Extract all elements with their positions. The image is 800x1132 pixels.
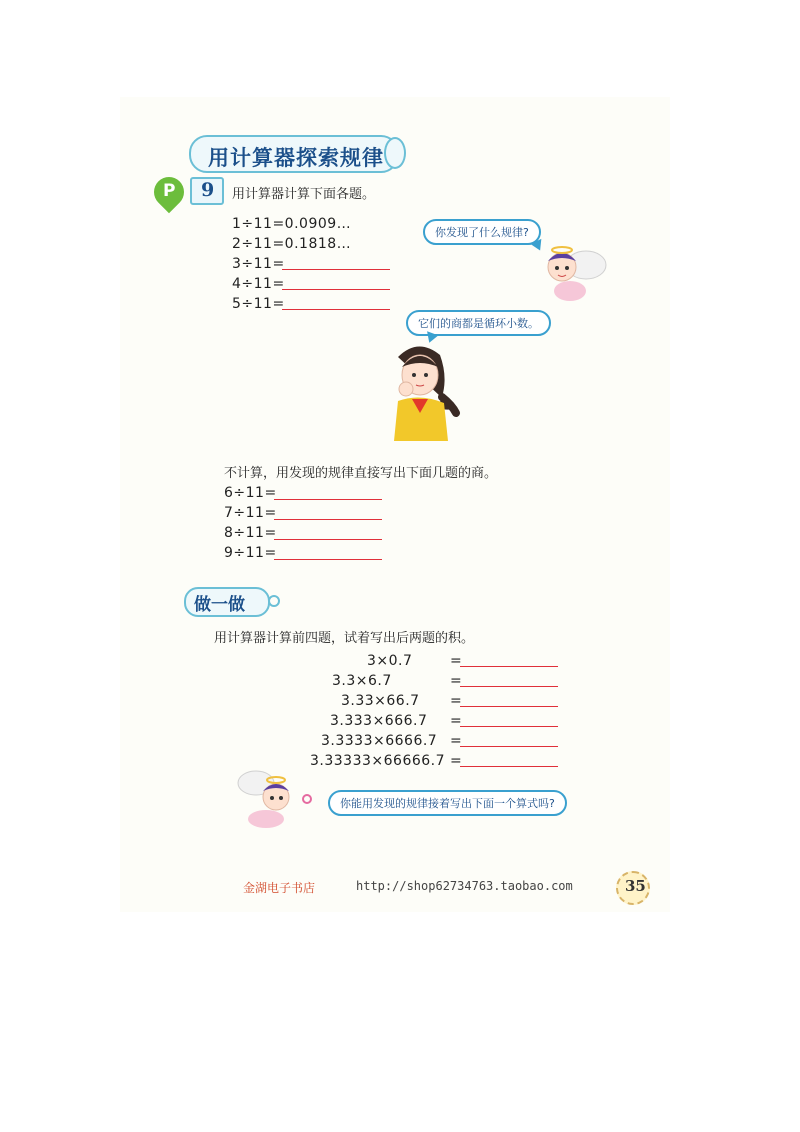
answer-line[interactable] (460, 706, 558, 707)
multiplication-expr: 3×0.7 (367, 653, 413, 669)
girl-thinking-illustration (378, 337, 468, 442)
answer-line[interactable] (282, 309, 390, 310)
girl-speech-bubble: 它们的商都是循环小数。 (406, 310, 551, 336)
banner-curl-icon (268, 595, 280, 607)
division-row: 4÷11= (232, 276, 285, 292)
answer-line[interactable] (460, 686, 558, 687)
textbook-page (120, 97, 670, 912)
practice-instruction: 用计算器计算前四题，试着写出后两题的积。 (214, 631, 475, 646)
equals-sign: = (450, 673, 463, 689)
page-number: 35 (625, 877, 646, 895)
division-row: 6÷11= (224, 485, 277, 501)
footer-store-name: 金湖电子书店 (243, 881, 316, 895)
pink-circle-icon (302, 794, 312, 804)
answer-line[interactable] (460, 666, 558, 667)
footer-url[interactable]: http://shop62734763.taobao.com (356, 879, 573, 893)
answer-line[interactable] (274, 499, 382, 500)
answer-line[interactable] (282, 269, 390, 270)
answer-line[interactable] (460, 766, 558, 767)
equals-sign: = (450, 753, 463, 769)
answer-line[interactable] (274, 559, 382, 560)
multiplication-expr: 3.3333×6666.7 (321, 733, 438, 749)
p-pin-letter: P (163, 181, 176, 201)
division-row: 5÷11= (232, 296, 285, 312)
multiplication-expr: 3.33×66.7 (341, 693, 420, 709)
answer-line[interactable] (274, 539, 382, 540)
division-row: 7÷11= (224, 505, 277, 521)
flying-angel-illustration (232, 769, 306, 835)
section-title: 用计算器探索规律 (208, 145, 384, 170)
division-row: 8÷11= (224, 525, 277, 541)
angel-illustration (530, 237, 610, 309)
answer-line[interactable] (460, 746, 558, 747)
division-row: 1÷11=0.0909… (232, 216, 352, 232)
equals-sign: = (450, 693, 463, 709)
division-row: 3÷11= (232, 256, 285, 272)
angel-speech-bubble: 你发现了什么规律? (423, 219, 541, 245)
answer-line[interactable] (460, 726, 558, 727)
equals-sign: = (450, 733, 463, 749)
answer-line[interactable] (274, 519, 382, 520)
division-row: 9÷11= (224, 545, 277, 561)
equals-sign: = (450, 653, 463, 669)
example-number: 9 (201, 179, 215, 201)
division-row: 2÷11=0.1818… (232, 236, 352, 252)
multiplication-expr: 3.33333×66666.7 (310, 753, 446, 769)
answer-line[interactable] (282, 289, 390, 290)
bottom-speech-bubble: 你能用发现的规律接着写出下面一个算式吗? (328, 790, 567, 816)
equals-sign: = (450, 713, 463, 729)
multiplication-expr: 3.3×6.7 (332, 673, 392, 689)
banner-scroll-curl (384, 137, 406, 169)
multiplication-expr: 3.333×666.7 (330, 713, 428, 729)
practice-banner-label: 做一做 (194, 595, 245, 615)
instruction-2: 不计算，用发现的规律直接写出下面几题的商。 (224, 466, 498, 481)
example-instruction: 用计算器计算下面各题。 (232, 187, 376, 202)
